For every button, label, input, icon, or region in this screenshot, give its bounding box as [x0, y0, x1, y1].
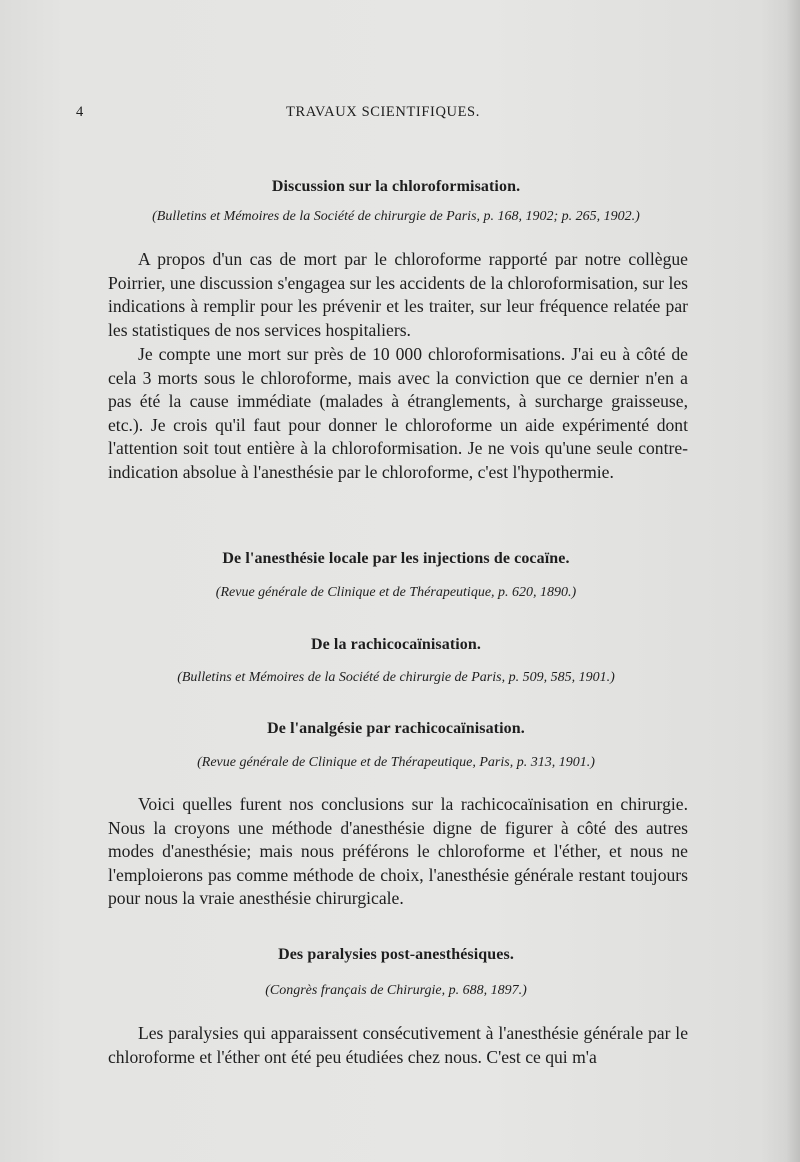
paragraph-chloroformisation-2: Je compte une mort sur près de 10 000 chloroformisations. J'ai eu à côté de cela 3 morts sous le chloroforme, mais avec la conviction que ce dernier n'en a pas été la cause immédiate (malades à étranglements, à surcharge graisseuse, etc.). Je crois qu'il faut pour donner le chloroforme un aide expérimenté dont l'attention soit tout entière à la chloroformisation. Je ne vois qu'une seule contre-indication absolue à l'anesthésie par le chloroforme, c'est l'hypothermie.	[108, 344, 688, 482]
section-title-rachicocainisation: De la rachicocaïnisation.	[310, 636, 482, 653]
paragraph-analgesie-1: Voici quelles furent nos conclusions sur la rachicocaïnisation en chirurgie. Nous la croyons une méthode d'anesthésie digne de figurer à côté des autres modes d'anesthésie; mais nous préférons le chloroforme et l'éther, et nous ne l'emploierons pas comme méthode de choix, l'anesthésie générale restant toujours pour nous la vraie anesthésie chirurgicale.	[108, 794, 688, 909]
paragraph-chloroformisation-1: A propos d'un cas de mort par le chloroforme rapporté par notre collègue Poirrier, une discussion s'engagea sur les accidents de la chloroformisation, sur les indications à remplir pour les prévenir et les traiter, sur leur fréquence relatée par les statistiques de nos services hospitaliers.	[108, 249, 688, 340]
section-citation-chloroformisation: (Bulletins et Mémoires de la Société de chirurgie de Paris, p. 168, 1902; p. 265, 1902.)	[152, 209, 640, 224]
section-citation-rachicocainisation: (Bulletins et Mémoires de la Société de chirurgie de Paris, p. 509, 585, 1901.)	[177, 670, 615, 685]
section-title-chloroformisation: Discussion sur la chloroformisation.	[271, 178, 521, 195]
page-header	[76, 104, 676, 128]
section-title-paralysies: Des paralysies post-anesthésiques.	[278, 946, 514, 963]
running-title: TRAVAUX SCIENTIFIQUES.	[286, 104, 480, 120]
page-number: 4	[76, 104, 84, 120]
section-title-analgesie: De l'analgésie par rachicocaïnisation.	[267, 720, 525, 737]
paragraph-paralysies-1: Les paralysies qui apparaissent consécutivement à l'anesthésie générale par le chloroforme et l'éther ont été peu étudiées chez nous. C'est ce qui m'a	[108, 1023, 688, 1067]
section-citation-analgesie: (Revue générale de Clinique et de Thérapeutique, Paris, p. 313, 1901.)	[197, 755, 595, 770]
section-citation-paralysies: (Congrès français de Chirurgie, p. 688, 1897.)	[265, 983, 527, 998]
section-citation-anesthesie-locale: (Revue générale de Clinique et de Thérapeutique, p. 620, 1890.)	[215, 585, 577, 600]
section-title-anesthesie-locale: De l'anesthésie locale par les injections de cocaïne.	[222, 550, 570, 567]
